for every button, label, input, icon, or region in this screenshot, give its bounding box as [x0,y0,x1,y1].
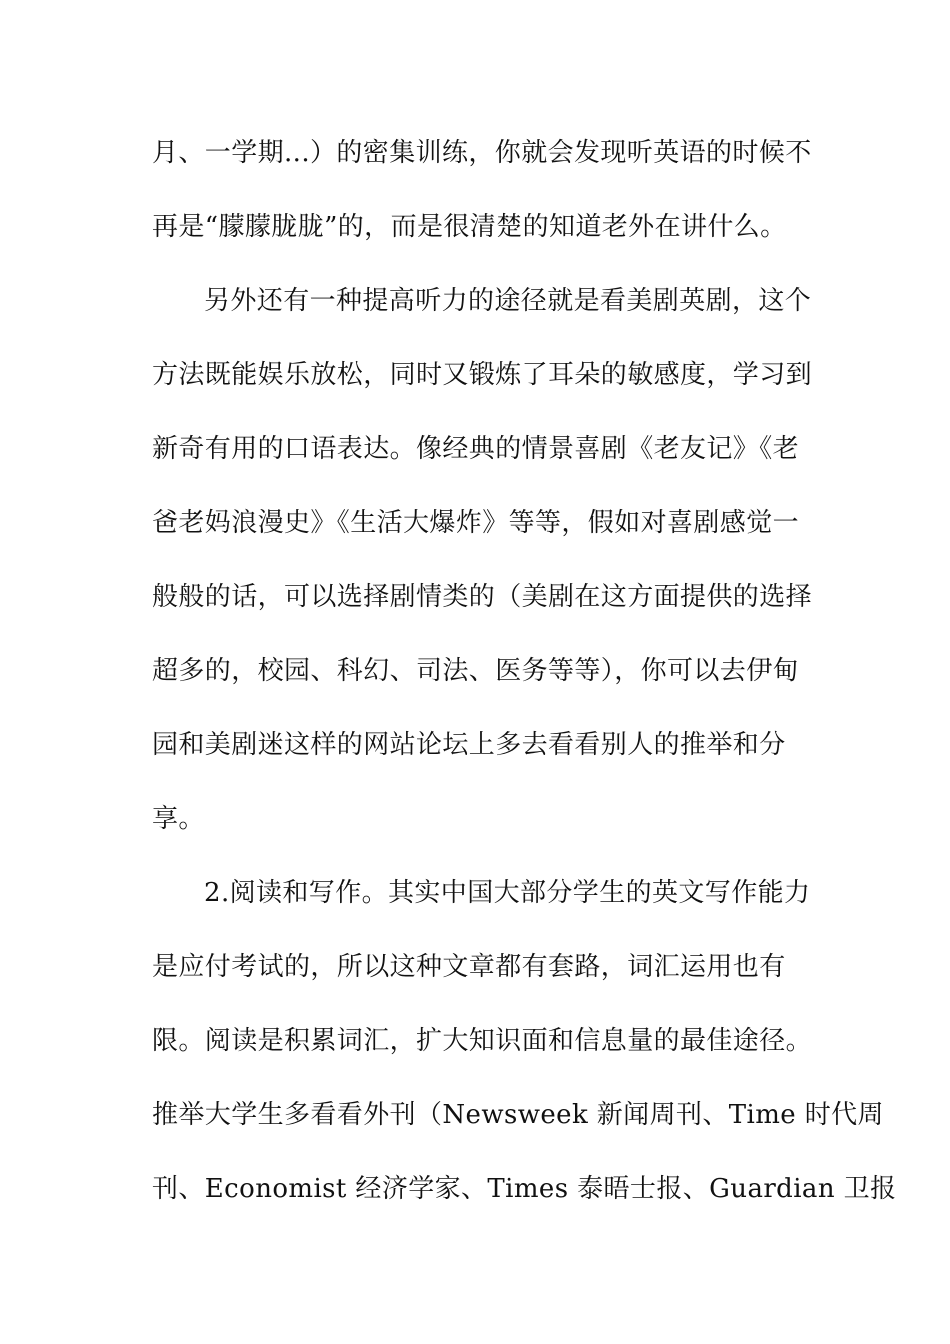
text-line: 超多的，校园、科幻、司法、医务等等），你可以去伊甸 [152,656,800,686]
text-line: 刊、Economist 经济学家、Times 泰晤士报、Guardian 卫报 [152,1174,897,1204]
text-line: 享。 [152,804,205,834]
text-line: 方法既能娱乐放松，同时又锻炼了耳朵的敏感度，学习到 [152,360,813,390]
text-line: 园和美剧迷这样的网站论坛上多去看看别人的推举和分 [152,730,786,760]
text-line: 再是“朦朦胧胧”的，而是很清楚的知道老外在讲什么。 [152,212,787,242]
text-line: 限。阅读是积累词汇，扩大知识面和信息量的最佳途径。 [152,1026,813,1056]
text-line: 是应付考试的，所以这种文章都有套路，词汇运用也有 [152,952,786,982]
text-line: 般般的话，可以选择剧情类的（美剧在这方面提供的选择 [152,582,813,612]
paragraph-start-line: 另外还有一种提高听力的途径就是看美剧英剧，这个 [204,286,812,316]
text-line: 爸老妈浪漫史》《生活大爆炸》等等，假如对喜剧感觉一 [152,508,800,538]
paragraph-start-line: 2.阅读和写作。其实中国大部分学生的英文写作能力 [204,878,811,908]
text-line: 月、一学期...）的密集训练，你就会发现听英语的时候不 [152,138,812,168]
text-line: 新奇有用的口语表达。像经典的情景喜剧《老友记》《老 [152,434,800,464]
text-line: 推举大学生多看看外刊（Newsweek 新闻周刊、Time 时代周 [152,1100,884,1130]
